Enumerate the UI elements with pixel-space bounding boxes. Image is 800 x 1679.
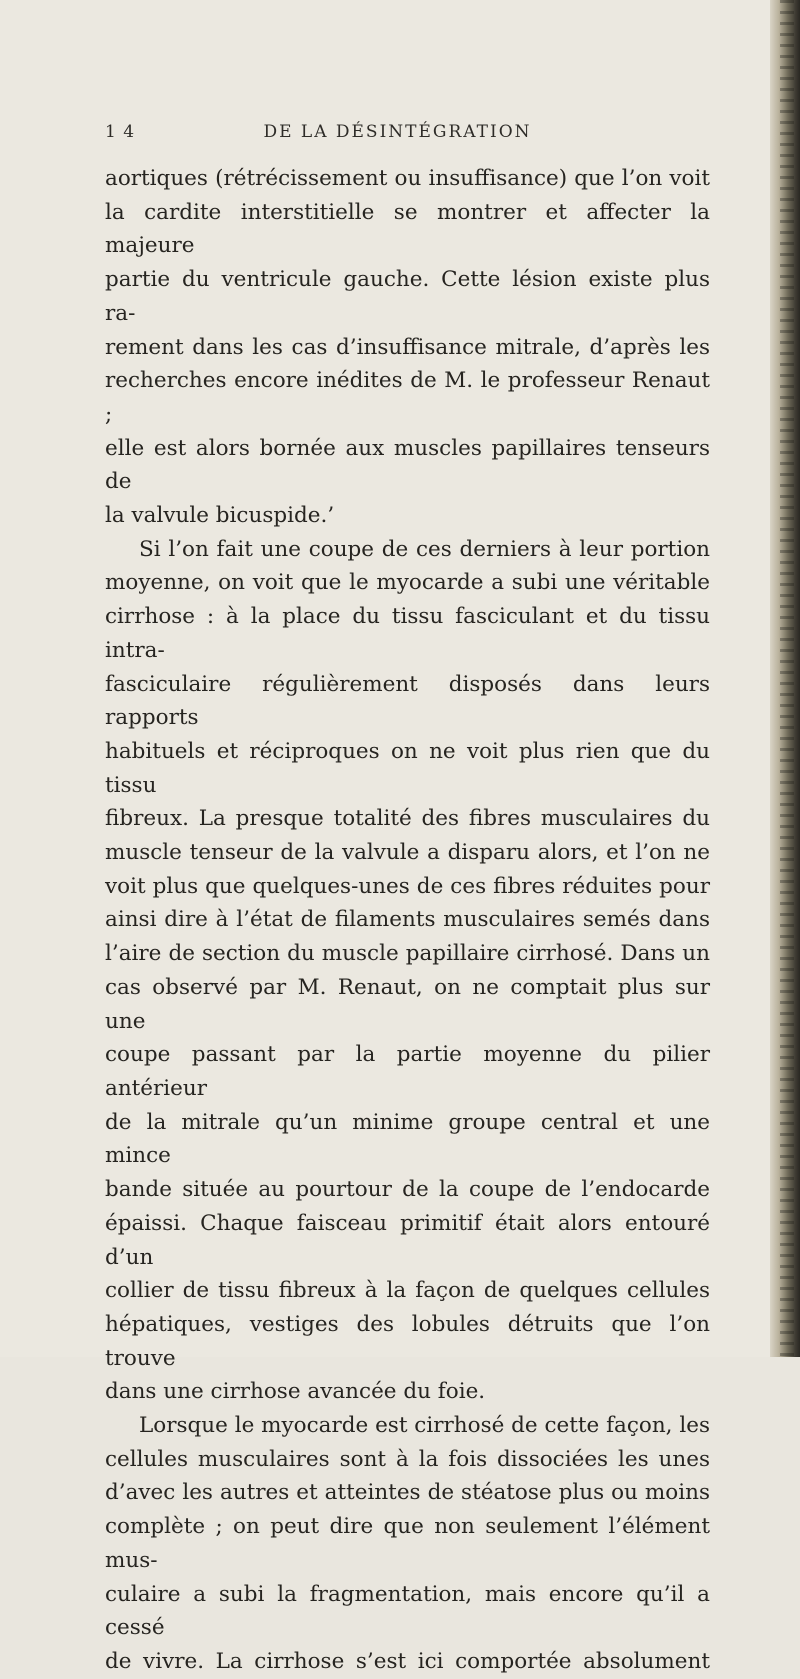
text-line: moyenne, on voit que le myocarde a subi une véritable (105, 570, 710, 596)
text-line: culaire a subi la fragmentation, mais encore qu’il a cessé (105, 1581, 710, 1641)
running-head-title: DE LA DÉSINTÉGRATION (263, 122, 532, 142)
text-line: cellules musculaires sont à la fois dissociées les unes (105, 1446, 710, 1472)
text-line: dans une cirrhose avancée du foie. (105, 1379, 486, 1405)
text-line: bande située au pourtour de la coupe de l’endocarde (105, 1177, 710, 1203)
text-line: de vivre. La cirrhose s’est ici comportée absolument (105, 1648, 710, 1674)
text-line: muscle tenseur de la valvule a disparu alors, et l’on ne (105, 840, 710, 866)
text-line: la cardite interstitielle se montrer et affecter la majeure (105, 199, 710, 259)
text-line: Si l’on fait une coupe de ces derniers à leur portion (139, 536, 710, 562)
text-line: recherches encore inédites de M. le professeur Renaut ; (105, 368, 710, 427)
text-line: cirrhose : à la place du tissu fasciculant et du tissu intra- (105, 604, 710, 663)
text-line: cas observé par M. Renaut, on ne comptait plus sur une (105, 974, 710, 1034)
text-line: collier de tissu fibreux à la façon de quelques cellules (105, 1278, 710, 1304)
text-line: Lorsque le myocarde est cirrhosé de cette façon, les (139, 1413, 710, 1439)
text-line: partie du ventricule gauche. Cette lésion existe plus ra- (105, 267, 710, 326)
text-line: la valvule bicuspide.’ (105, 503, 335, 529)
text-line: rement dans les cas d’insuffisance mitrale, d’après les (105, 334, 710, 360)
text-line: ainsi dire à l’état de filaments musculaires semés dans (105, 907, 710, 933)
scan-edge-texture (780, 0, 794, 1357)
text-line: l’aire de section du muscle papillaire cirrhosé. Dans un (105, 941, 710, 967)
text-line: aortiques (rétrécissement ou insuffisance) que l’on voit (105, 166, 710, 191)
text-line: habituels et réciproques on ne voit plus rien que du tissu (105, 738, 710, 798)
page-number: 1 4 (105, 122, 136, 142)
text-line: fasciculaire régulièrement disposés dans leurs rapports (105, 671, 710, 731)
text-line: elle est alors bornée aux muscles papillaires tenseurs de (105, 435, 710, 495)
text-line: coupe passant par la partie moyenne du pilier antérieur (105, 1042, 710, 1101)
text-line: hépatiques, vestiges des lobules détruits que l’on trouve (105, 1311, 710, 1371)
running-head (105, 120, 690, 146)
text-line: fibreux. La presque totalité des fibres musculaires du (105, 806, 710, 832)
body-text (105, 162, 710, 1679)
text-line: d’avec les autres et atteintes de stéatose plus ou moins (105, 1480, 710, 1506)
text-line: voit plus que quelques-unes de ces fibres réduites pour (105, 873, 710, 899)
text-line: épaissi. Chaque faisceau primitif était alors entouré d’un (105, 1210, 710, 1270)
text-line: de la mitrale qu’un minime groupe central et une mince (105, 1109, 710, 1169)
text-line: complète ; on peut dire que non seulement l’élément mus- (105, 1514, 710, 1573)
